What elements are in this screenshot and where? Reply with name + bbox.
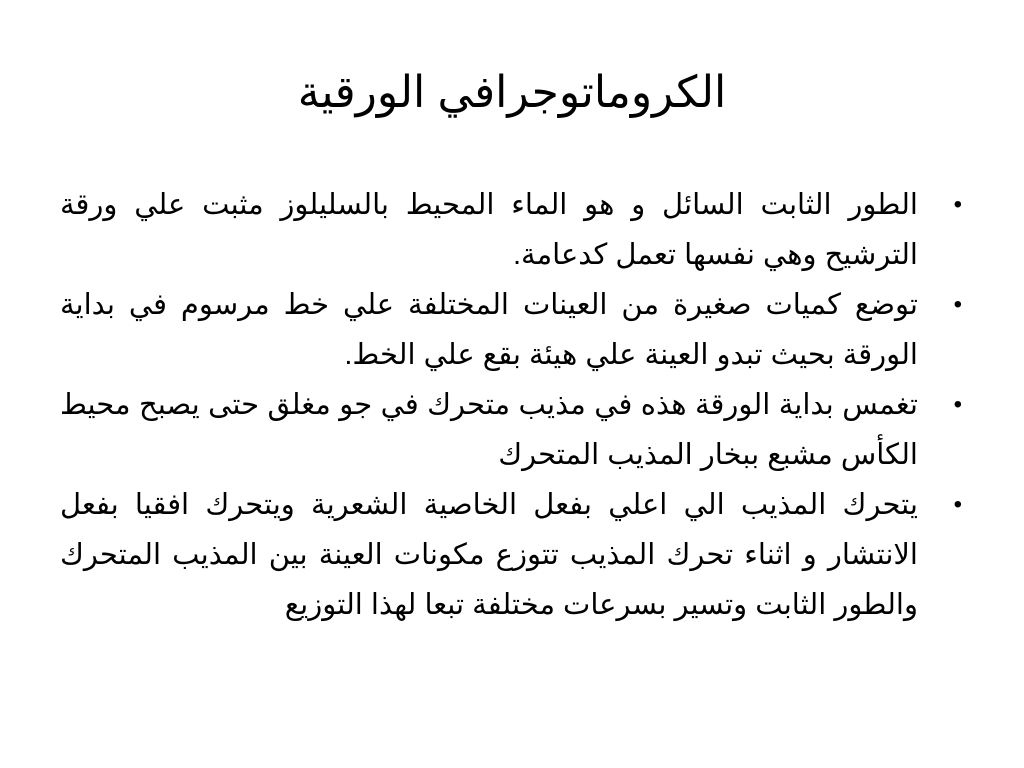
bullet-dot-icon: • bbox=[953, 191, 962, 218]
slide-title: الكروماتوجرافي الورقية bbox=[297, 68, 727, 117]
bullet-text: توضع كميات صغيرة من العينات المختلفة علي خط مرسوم في بداية الورقة بحيث تبدو العينة علي هيئة بقع علي الخط. bbox=[60, 289, 918, 371]
bullet-item bbox=[60, 480, 962, 630]
bullet-dot-icon: • bbox=[953, 391, 962, 418]
bullet-dot-icon: • bbox=[953, 291, 962, 318]
bullet-item bbox=[60, 280, 962, 380]
bullet-dot-icon: • bbox=[953, 491, 962, 518]
bullet-text: يتحرك المذيب الي اعلي بفعل الخاصية الشعرية ويتحرك افقيا بفعل الانتشار و اثناء تحرك المذيب تتوزع مكونات العينة بين المذيب المتحرك والطور الثابت وتسير بسرعات مختلفة تبعا لهذا التوزيع bbox=[60, 489, 918, 621]
bullet-item bbox=[60, 380, 962, 480]
bullet-text: الطور الثابت السائل و هو الماء المحيط بالسليلوز مثبت علي ورقة الترشيح وهي نفسها تعمل كدعامة. bbox=[60, 189, 918, 271]
bullet-text: تغمس بداية الورقة هذه في مذيب متحرك في جو مغلق حتى يصبح محيط الكأس مشبع ببخار المذيب المتحرك bbox=[60, 389, 918, 471]
bullet-item bbox=[60, 180, 962, 280]
bullet-list bbox=[60, 180, 962, 630]
